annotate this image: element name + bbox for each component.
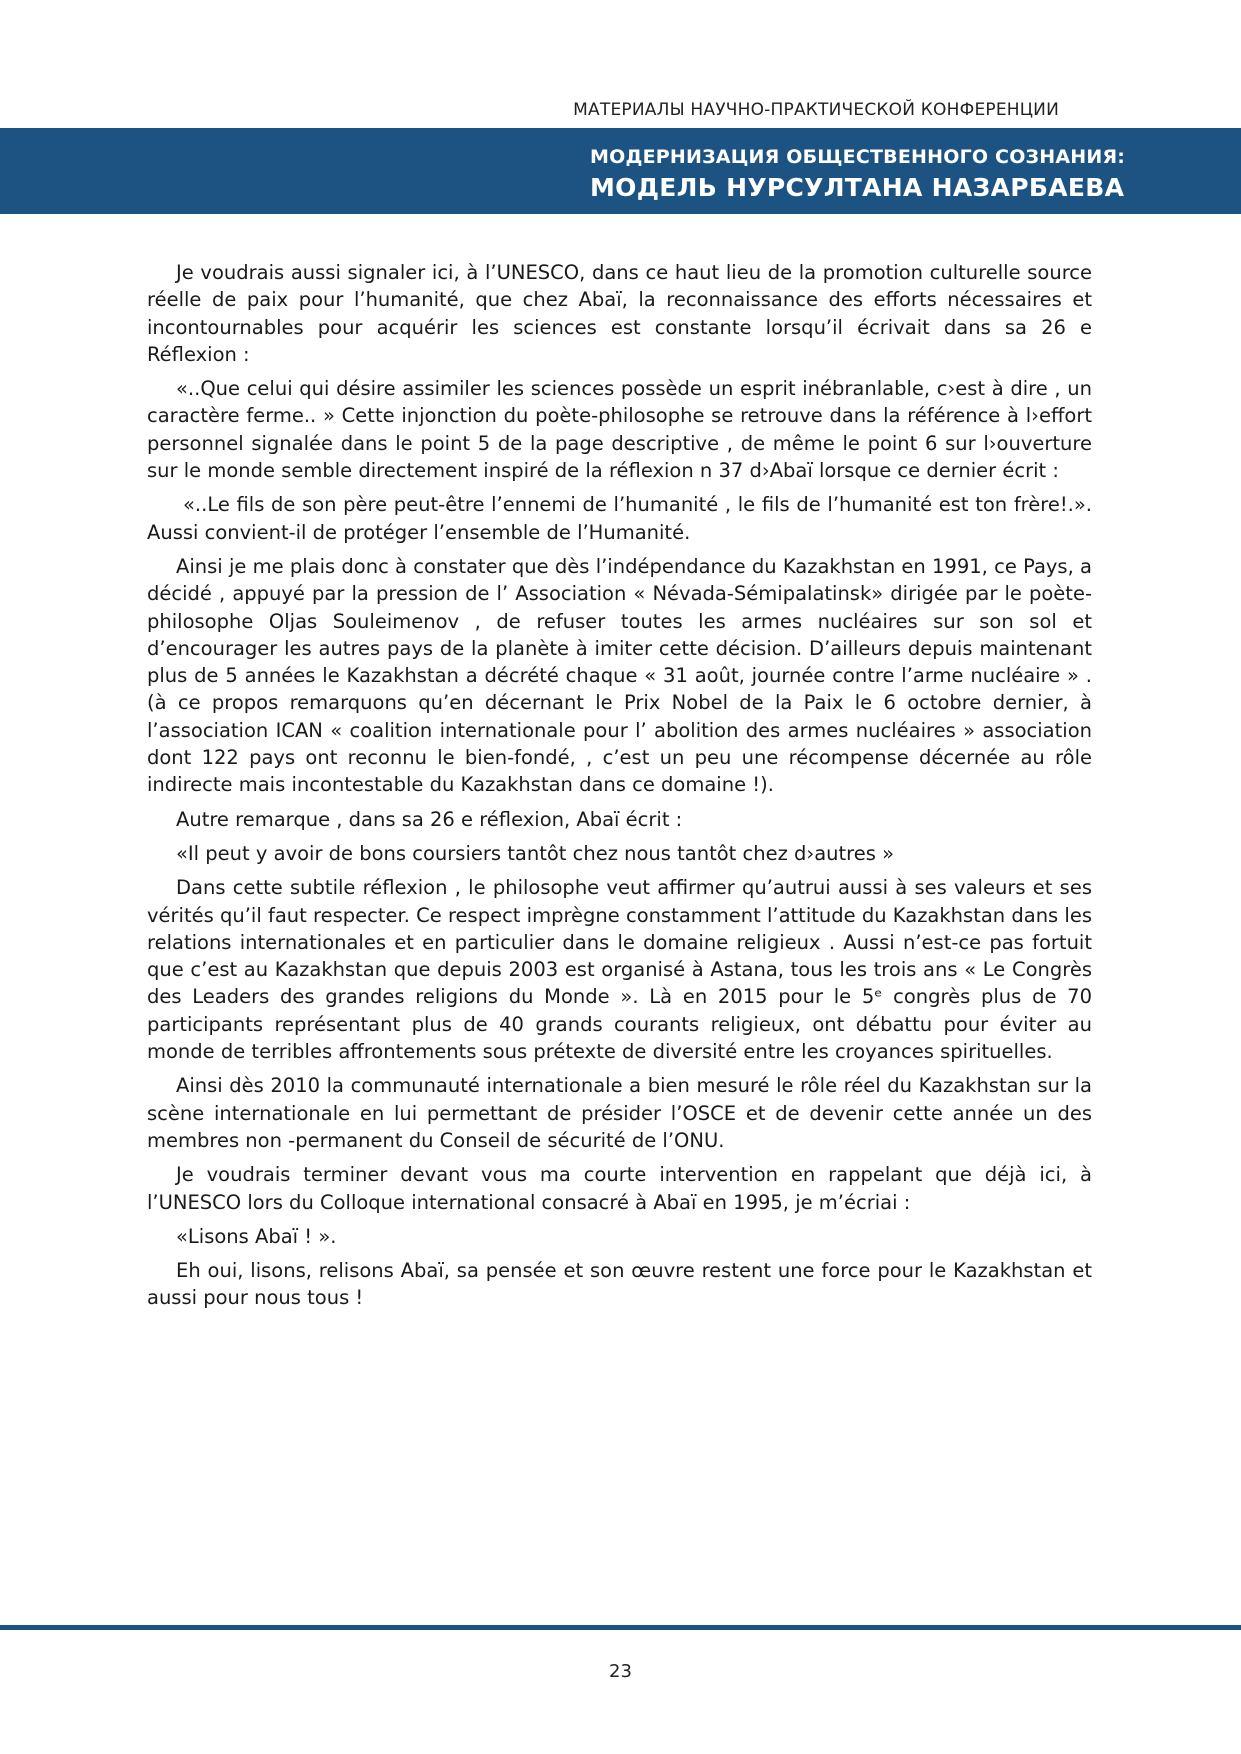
paragraph: Dans cette subtile réflexion , le philosophe veut affirmer qu’autrui aussi à ses valeurs et ses vérités qu’il faut respecter. Ce respect imprègne constamment l’attitude du Kazakhstan dans les relations internationales et en particulier dans le domaine religieux . Aussi n’est-ce pas fortuit que c’est au Kazakhstan que depuis 2003 est organisé à Astana, tous les trois ans « Le Congrès des Leaders des grandes religions du Monde ». Là en 2015 pour le 5ᵉ congrès plus de 70 participants représentant plus de 40 grands courants religieux, ont débattu pour éviter au monde de terribles affrontements sous prétexte de diversité entre les croyances spirituelles. xyxy=(147,876,1092,1064)
footer-rule xyxy=(0,1625,1241,1630)
conference-header: МАТЕРИАЛЫ НАУЧНО-ПРАКТИЧЕСКОЙ КОНФЕРЕНЦИИ xyxy=(573,100,1059,120)
paragraph: «..Le fils de son père peut-être l’ennemi de l’humanité , le fils de l’humanité est ton frère!.». Aussi convient-il de protéger l’ensemble de l’Humanité. xyxy=(147,493,1092,544)
paragraph: «..Que celui qui désire assimiler les sciences possède un esprit inébranlable, c›est à dire , un caractère ferme.. » Cette injonction du poète-philosophe se retrouve dans la référence à l›effort personnel signalée dans le point 5 de la page descriptive , de même le point 6 sur l›ouverture sur le monde semble directement inspiré de la réflexion n 37 d›Abaï lorsque ce dernier écrit : xyxy=(147,377,1092,483)
paragraph: Je voudrais terminer devant vous ma courte intervention en rappelant que déjà ici, à l’UNESCO lors du Colloque international consacré à Abaï en 1995, je m’écriai : xyxy=(147,1163,1092,1214)
paragraph: Ainsi dès 2010 la communauté internationale a bien mesuré le rôle réel du Kazakhstan sur la scène internationale en lui permettant de présider l’OSCE et de devenir cette année un des membres non -permanent du Conseil de sécurité de l’ONU. xyxy=(147,1074,1092,1152)
paragraph: «Il peut y avoir de bons coursiers tantôt chez nous tantôt chez d›autres » xyxy=(176,841,895,865)
banner-subtitle: МОДЕРНИЗАЦИЯ ОБЩЕСТВЕННОГО СОЗНАНИЯ: xyxy=(590,146,1126,168)
paragraph: «Lisons Abaï ! ». xyxy=(176,1224,337,1248)
paragraph: Eh oui, lisons, relisons Abaï, sa pensée et son œuvre restent une force pour le Kazakhstan et aussi pour nous tous ! xyxy=(147,1259,1092,1310)
header-banner xyxy=(0,128,1241,214)
article-body xyxy=(147,259,1092,1319)
banner-title: МОДЕЛЬ НУРСУЛТАНА НАЗАРБАЕВА xyxy=(590,173,1125,202)
paragraph: Je voudrais aussi signaler ici, à l’UNESCO, dans ce haut lieu de la promotion culturelle source réelle de paix pour l’humanité, que chez Abaï, la reconnaissance des efforts nécessaires et incontournables pour acquérir les sciences est constante lorsqu’il écrivait dans sa 26 e Réflexion : xyxy=(147,261,1092,366)
page-number: 23 xyxy=(609,1661,632,1682)
paragraph: Ainsi je me plais donc à constater que dès l’indépendance du Kazakhstan en 1991, ce Pays, a décidé , appuyé par la pression de l’ Association « Névada-Sémipalatinsk» dirigée par le poète-philosophe Oljas Souleimenov , de refuser toutes les armes nucléaires sur son sol et d’encourager les autres pays de la planète à imiter cette décision. D’ailleurs depuis maintenant plus de 5 années le Kazakhstan a décrété chaque « 31 août, journée contre l’arme nucléaire » .(à ce propos remarquons qu’en décernant le Prix Nobel de la Paix le 6 octobre dernier, à l’association ICAN « coalition internationale pour l’ abolition des armes nucléaires » association dont 122 pays ont reconnu le bien-fondé, , c’est un peu une récompense décernée au rôle indirecte mais incontestable du Kazakhstan dans ce domaine !). xyxy=(147,554,1092,797)
paragraph: Autre remarque , dans sa 26 e réflexion, Abaï écrit : xyxy=(176,807,683,831)
